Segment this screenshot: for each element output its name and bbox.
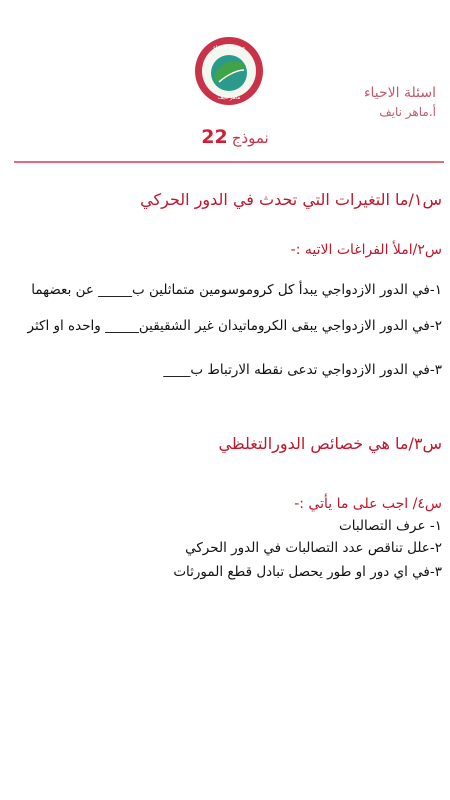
question-2-item-2: ٢-في الدور الازدواجي يبقى الكروماتيدان غير الشقيقين_____ واحده او اكثر [27,318,442,334]
school-logo [194,36,264,106]
logo-text-bottom: ماهر نايف [217,95,241,101]
question-4-item-1: ١- عرف التصالبات [339,518,442,534]
question-2-item-3: ٣-في الدور الازدواجي تدعى نقطه الارتباط ب____ [163,362,442,378]
model-title [185,126,285,148]
model-number: 22 [201,126,228,148]
subject-title: اسئلة الاحياء [363,85,436,101]
question-1-title: س١/ما التغيرات التي تحدث في الدور الحركي [140,190,442,209]
question-4-item-3: ٣-في اي دور او طور يحصل تبادل قطع المورثات [173,564,442,580]
logo-text-top: مدرسة الاحياء [213,45,245,51]
teacher-name: أ.ماهر نايف [379,105,436,119]
header-info [364,84,436,120]
question-4-item-2: ٢-علل تناقص عدد التصالبات في الدور الحركي [185,540,442,556]
model-label: نموذج [231,129,269,147]
question-3-title: س٣/ما هي خصائص الدورالتغلظي [218,434,442,453]
question-2-title: س٢/املأ الفراغات الاتيه :- [290,242,442,258]
question-2-item-1: ١-في الدور الازدواجي يبدأ كل كروموسومين متماثلين ب_____ عن بعضهما [31,282,442,298]
header-divider [14,161,444,163]
question-4-title: س٤/ اجب على ما يأتي :- [294,496,442,512]
